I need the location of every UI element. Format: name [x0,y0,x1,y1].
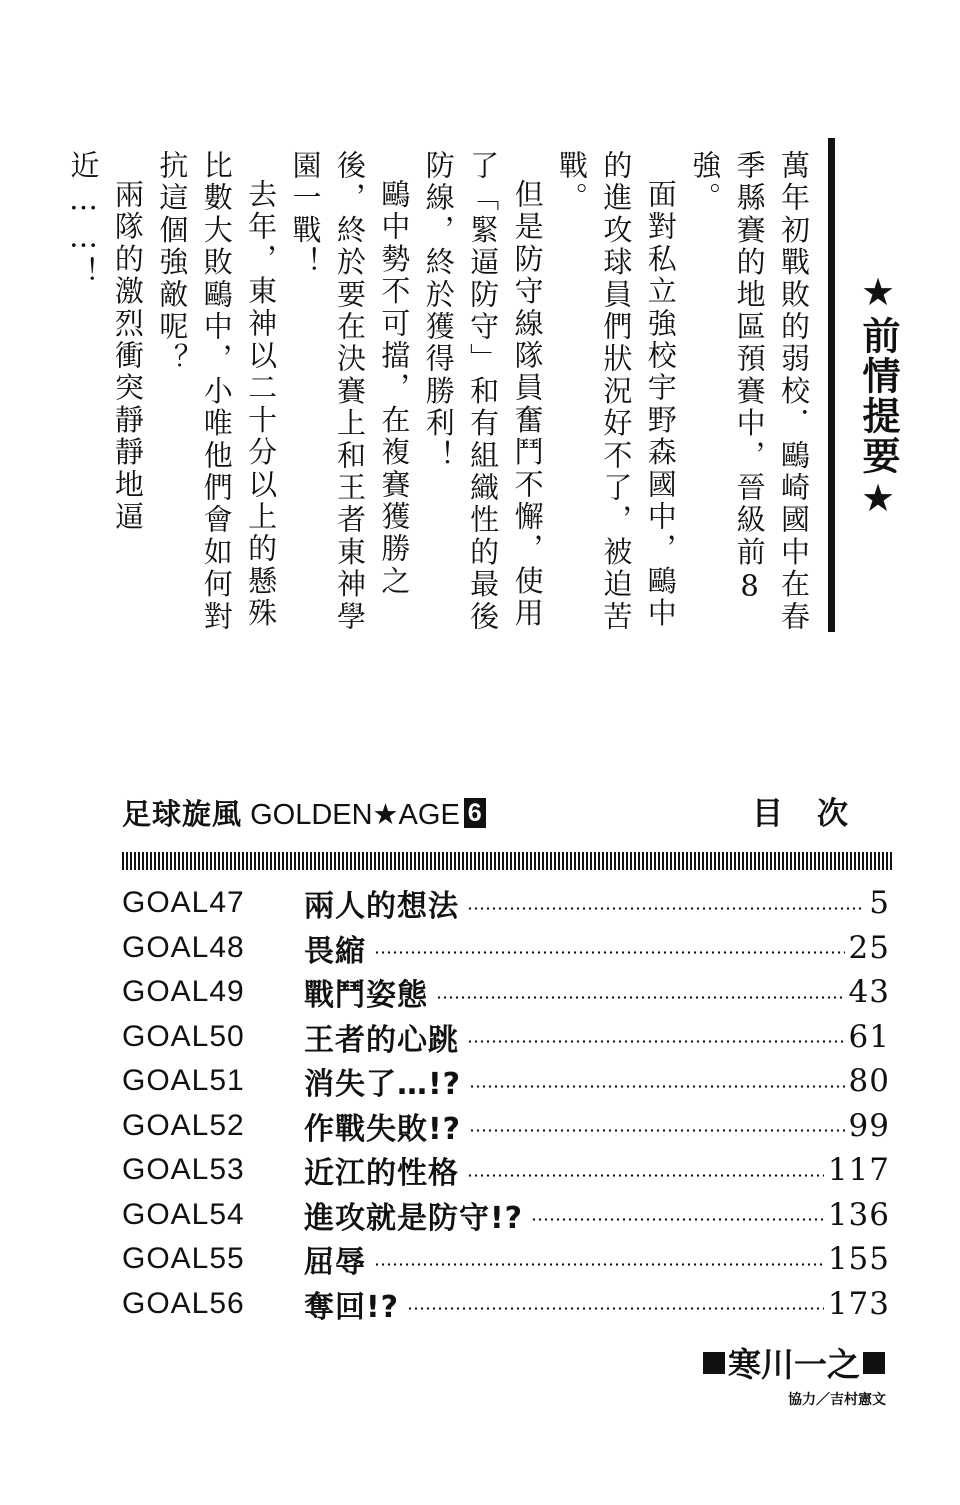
leader-dots [467,907,865,910]
leader-dots [407,1307,824,1310]
leader-dots [436,996,845,999]
toc-entry [122,1104,890,1149]
toc-entry [122,881,890,926]
chapter-title: 王者的心跳 [304,1022,459,1058]
square-icon [703,1352,725,1374]
toc-divider [122,852,894,870]
page-number: 136 [827,1196,890,1233]
leader-dots [469,1129,844,1132]
chapter-title: 消失了…!? [304,1067,462,1103]
page-number: 99 [848,1107,890,1144]
synopsis-text [61,150,816,640]
page-number: 25 [848,929,890,966]
synopsis-title: ★前情提要★ [856,270,900,522]
toc-entry [122,970,890,1015]
synopsis-paragraph: 萬年初戰敗的弱校．鷗崎國中在春季縣賽的地區預賽中，晉級前8強。 [688,150,811,633]
goal-number: GOAL52 [122,1108,245,1142]
book-title [122,790,486,839]
synopsis-paragraph: 兩隊的激烈衝突靜靜地逼近……！ [66,150,145,534]
toc-entry [122,926,890,971]
goal-number: GOAL51 [122,1064,245,1098]
toc-entry [122,1015,890,1060]
page-number: 61 [848,1018,890,1055]
chapter-title: 進攻就是防守!? [304,1200,524,1236]
synopsis-paragraph: 鷗中勢不可擋，在複賽獲勝之後，終於要在決賽上和王者東神學園一戰！ [288,150,412,633]
synopsis-paragraph: 面對私立強校宇野森國中，鷗中的進攻球員們狀況好不了，被迫苦戰。 [554,150,678,633]
page-number: 5 [869,885,890,922]
leader-dots [469,1085,844,1088]
book-title-cjk: 足球旋風 [122,797,243,831]
book-title-latin: GOLDEN★AGE [250,799,460,831]
chapter-title: 兩人的想法 [304,889,459,925]
page-number: 80 [848,1063,890,1100]
volume-badge: 6 [464,798,486,828]
toc-entry [122,1148,890,1193]
goal-number: GOAL54 [122,1197,245,1231]
toc-entry [122,1282,890,1327]
chapter-title: 戰鬥姿態 [304,978,428,1014]
author-credit [700,1343,888,1387]
chapter-title: 近江的性格 [304,1156,459,1192]
leader-dots [467,1174,824,1177]
toc-entry [122,1193,890,1238]
goal-number: GOAL55 [122,1242,245,1276]
page-number: 43 [848,974,890,1011]
goal-number: GOAL48 [122,930,245,964]
goal-number: GOAL53 [122,1153,245,1187]
chapter-title: 奪回!? [304,1289,400,1325]
synopsis-paragraph: 但是防守線隊員奮鬥不懈，使用了「緊逼防守」和有組織性的最後防線，終於獲得勝利！ [421,150,545,633]
synopsis-paragraph: 去年，東神以二十分以上的懸殊比數大敗鷗中，小唯他們會如何對抗這個強敵呢？ [155,150,279,633]
leader-dots [374,1263,824,1266]
goal-number: GOAL49 [122,975,245,1009]
toc-header [122,790,892,840]
goal-number: GOAL50 [122,1019,245,1053]
leader-dots [374,951,845,954]
square-icon [863,1352,885,1374]
page-number: 155 [827,1241,890,1278]
author-name: 寒川一之 [728,1345,860,1384]
chapter-title: 屈辱 [304,1245,366,1281]
toc-entry [122,1237,890,1282]
toc-list [122,881,890,1326]
page-number: 117 [827,1152,890,1189]
toc-entry [122,1059,890,1104]
chapter-title: 作戰失敗!? [304,1111,462,1147]
synopsis-divider [828,138,835,632]
toc-heading: 目次 [752,796,882,832]
goal-number: GOAL47 [122,886,245,920]
assist-credit: 協力／吉村憲文 [788,1392,886,1408]
leader-dots [467,1040,845,1043]
leader-dots [531,1218,824,1221]
goal-number: GOAL56 [122,1286,245,1320]
chapter-title: 畏縮 [304,933,366,969]
page-number: 173 [827,1285,890,1322]
